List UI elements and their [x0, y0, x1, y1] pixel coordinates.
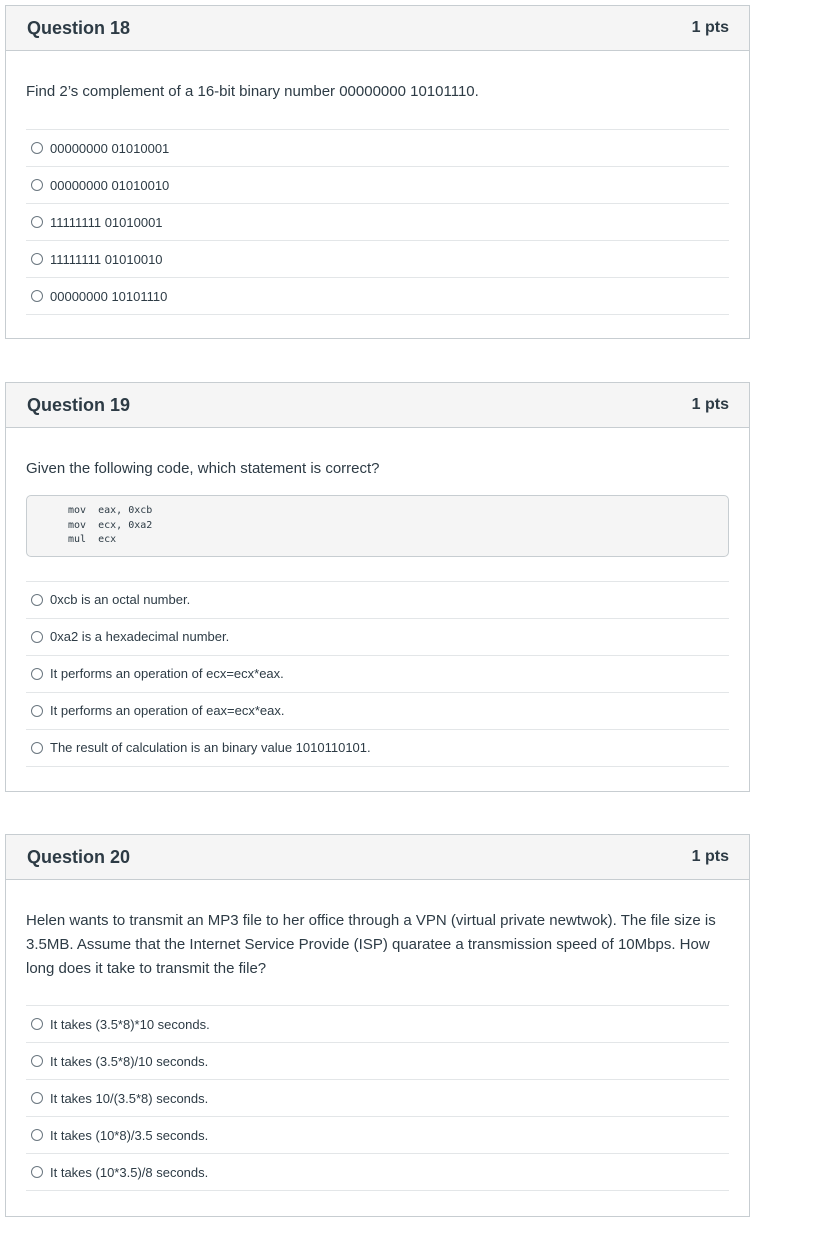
code-block: mov eax, 0xcb mov ecx, 0xa2 mul ecx [26, 495, 729, 557]
radio-button-icon[interactable] [31, 1092, 43, 1104]
answer-option[interactable] [26, 1043, 729, 1080]
question-header [6, 6, 749, 51]
answer-label: It performs an operation of ecx=ecx*eax. [50, 666, 284, 681]
radio-button-icon[interactable] [31, 1166, 43, 1178]
answer-list [26, 581, 729, 767]
answer-label: 00000000 10101110 [50, 288, 168, 304]
answer-label: 11111111 01010010 [50, 251, 163, 267]
answer-label: It takes 10/(3.5*8) seconds. [50, 1090, 209, 1106]
answer-list [26, 1005, 729, 1191]
radio-button-icon[interactable] [31, 179, 43, 191]
answer-label: 00000000 01010010 [50, 177, 170, 193]
answer-option[interactable] [26, 1080, 729, 1117]
answer-option[interactable] [26, 582, 729, 619]
answer-label: The result of calculation is an binary value 1010110101. [50, 740, 371, 755]
answer-label: 0xcb is an octal number. [50, 592, 191, 607]
question-header [6, 383, 749, 428]
answer-option[interactable] [26, 619, 729, 656]
answer-option[interactable] [26, 730, 729, 767]
question-body [6, 80, 749, 315]
answer-option[interactable] [26, 130, 729, 167]
answer-label: 11111111 01010001 [50, 214, 163, 230]
question-text: Given the following code, which statement is correct? [26, 460, 380, 477]
radio-button-icon[interactable] [31, 216, 43, 228]
radio-button-icon[interactable] [31, 1018, 43, 1030]
radio-button-icon[interactable] [31, 742, 43, 754]
answer-label: 0xa2 is a hexadecimal number. [50, 629, 230, 644]
radio-button-icon[interactable] [31, 142, 43, 154]
radio-button-icon[interactable] [31, 290, 43, 302]
answer-label: It takes (10*8)/3.5 seconds. [50, 1127, 209, 1143]
answer-option[interactable] [26, 241, 729, 278]
question-header [6, 835, 749, 880]
answer-option[interactable] [26, 278, 729, 315]
question-points: 1 pts [691, 848, 729, 865]
question-card-18 [5, 5, 750, 339]
radio-button-icon[interactable] [31, 705, 43, 717]
radio-button-icon[interactable] [31, 253, 43, 265]
question-title: Question 18 [27, 17, 131, 38]
answer-option[interactable] [26, 1154, 729, 1191]
question-card-19 [5, 382, 750, 792]
question-body [6, 909, 749, 1191]
question-card-20 [5, 834, 750, 1217]
radio-button-icon[interactable] [31, 1055, 43, 1067]
answer-option[interactable] [26, 1117, 729, 1154]
radio-button-icon[interactable] [31, 594, 43, 606]
question-title: Question 20 [27, 846, 131, 867]
answer-option[interactable] [26, 693, 729, 730]
answer-option[interactable] [26, 656, 729, 693]
question-points: 1 pts [691, 396, 729, 413]
answer-label: It takes (3.5*8)*10 seconds. [50, 1016, 210, 1032]
answer-option[interactable] [26, 1006, 729, 1043]
answer-label: It performs an operation of eax=ecx*eax. [50, 703, 285, 718]
answer-option[interactable] [26, 204, 729, 241]
radio-button-icon[interactable] [31, 668, 43, 680]
answer-label: It takes (3.5*8)/10 seconds. [50, 1053, 209, 1069]
radio-button-icon[interactable] [31, 1129, 43, 1141]
radio-button-icon[interactable] [31, 631, 43, 643]
answer-list [26, 129, 729, 315]
question-text: Find 2’s complement of a 16-bit binary number 00000000 10101110. [26, 83, 479, 100]
question-body [6, 457, 749, 767]
question-points: 1 pts [691, 19, 729, 36]
question-text: Helen wants to transmit an MP3 file to her office through a VPN (virtual private newtwok). The file size is 3.5MB. Assume that the Internet Service Provide (ISP) quaratee a transmission speed of 10Mbps. How long does it take to transmit the file? [26, 912, 716, 977]
answer-label: 00000000 01010001 [50, 140, 170, 156]
answer-label: It takes (10*3.5)/8 seconds. [50, 1164, 209, 1180]
question-title: Question 19 [27, 394, 131, 415]
answer-option[interactable] [26, 167, 729, 204]
